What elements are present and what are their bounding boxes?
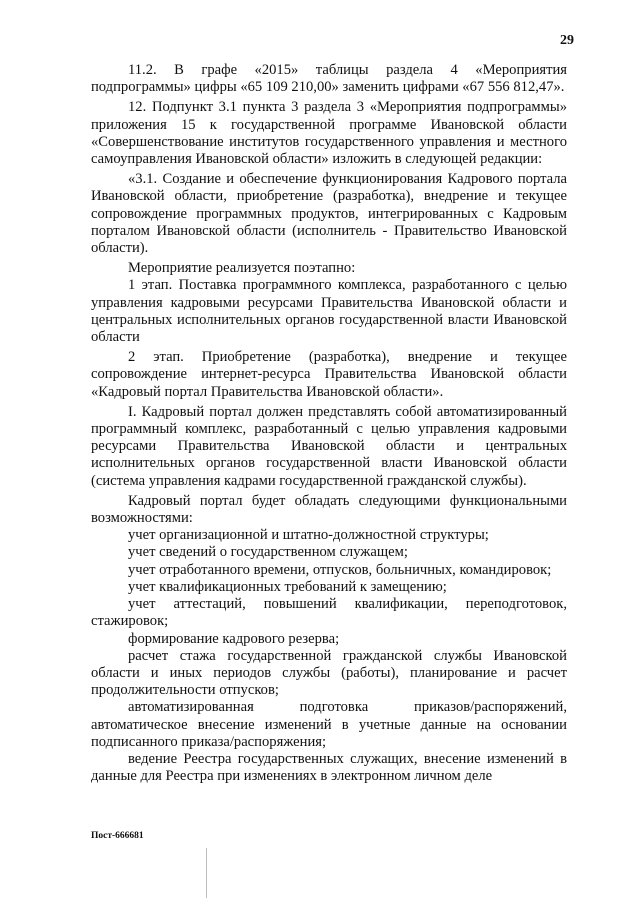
paragraph-capabilities-intro: Кадровый портал будет обладать следующими функциональными возможностями: (91, 492, 567, 527)
page-number: 29 (560, 33, 574, 48)
document-body (91, 62, 567, 785)
paragraph-12: 12. Подпункт 3.1 пункта 3 раздела 3 «Мероприятия подпрограммы» приложения 15 к государственной программе Ивановской области «Совершенствование институтов государственного управления и местного самоуправления Ивановской области» изложить в следующей редакции: (91, 99, 567, 168)
paragraph-section-i: I. Кадровый портал должен представлять собой автоматизированный программный комплекс, разработанный с целью управления кадровыми ресурсами Правительства Ивановской области и центральных исполнительных органов государственной власти Ивановской области (система управления кадрами государственной гражданской службы). (91, 403, 567, 489)
paragraph-stages-intro: Мероприятие реализуется поэтапно: (128, 260, 356, 277)
document-code: Пост-666681 (91, 831, 144, 841)
paragraph-3-1: «3.1. Создание и обеспечение функционирования Кадрового портала Ивановской области, приобретение (разработка), внедрение и текущее сопровождение программных продуктов, интегрированных с Кадровым порталом Ивановской области (исполнитель - Правительство Ивановской области). (91, 171, 567, 257)
paragraph-stage-2: 2 этап. Приобретение (разработка), внедрение и текущее сопровождение интернет-ресурса Правительства Ивановской области «Кадровый портал Правительства Ивановской области». (91, 349, 567, 400)
paragraph-11-2: 11.2. В графе «2015» таблицы раздела 4 «Мероприятия подпрограммы» цифры «65 109 210,00» заменить цифрами «67 556 812,47». (91, 62, 567, 96)
list-item: учет отработанного времени, отпусков, больничных, командировок; (128, 561, 552, 578)
list-item: учет аттестаций, повышений квалификации, переподготовок, стажировок; (91, 596, 567, 630)
list-item: учет квалификационных требований к замещению; (128, 578, 447, 595)
list-item: автоматизированная подготовка приказов/распоряжений, автоматическое внесение изменений в учетные данные на основании подписанного приказа/распоряжения; (91, 699, 567, 750)
list-item: ведение Реестра государственных служащих, внесение изменений в данные для Реестра при изменениях в электронном личном деле (91, 750, 567, 785)
list-item: формирование кадрового резерва; (128, 630, 340, 647)
scan-artifact-line (206, 848, 207, 898)
paragraph-stage-1: 1 этап. Поставка программного комплекса, разработанного с целью управления кадровыми ресурсами Правительства Ивановской области и центральных исполнительных органов государственной власти Ивановской области (91, 277, 567, 346)
list-item: учет сведений о государственном служащем; (128, 544, 408, 561)
list-item: учет организационной и штатно-должностной структуры; (128, 527, 489, 544)
list-item: расчет стажа государственной гражданской службы Ивановской области и иных периодов службы (работы), планирование и расчет продолжительности отпусков; (91, 647, 567, 699)
